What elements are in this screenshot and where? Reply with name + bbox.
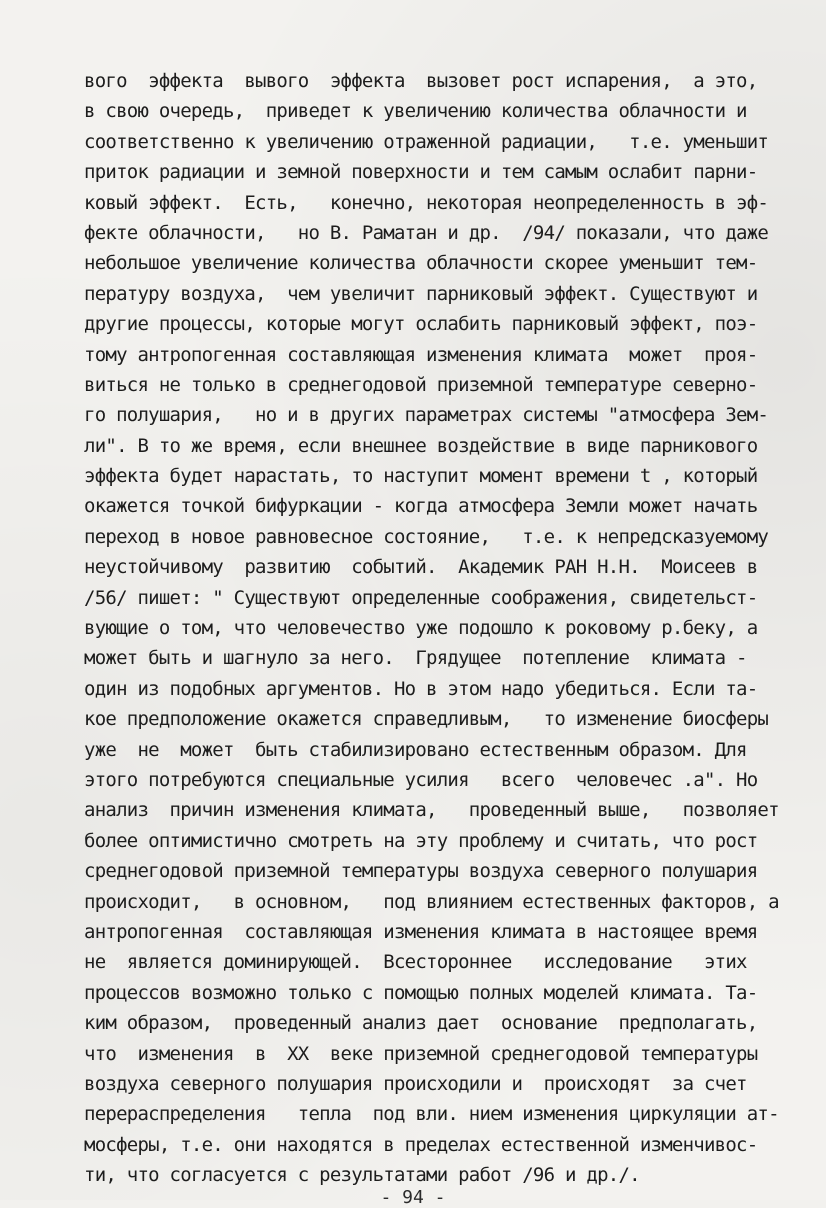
- text-line: переход в новое равновесное состояние, т.е. к непредсказуемому: [84, 525, 769, 548]
- text-line: один из подобных аргументов. Но в этом надо убедиться. Если та-: [84, 677, 758, 700]
- text-line: уже не может быть стабилизировано естественным образом. Для: [84, 738, 747, 761]
- text-line: не является доминирующей. Всестороннее исследование этих: [84, 951, 747, 974]
- text-line: тому антропогенная составляющая изменения климата может проя-: [84, 343, 758, 366]
- text-line: виться не только в среднегодовой приземной температуре северно-: [84, 373, 758, 396]
- text-line: что изменения в XX веке приземной среднегодовой температуры: [84, 1042, 758, 1065]
- text-line: перераспределения тепла под вли. нием изменения циркуляции ат-: [84, 1103, 779, 1126]
- text-line: ким образом, проведенный анализ дает основание предполагать,: [84, 1012, 758, 1035]
- text-line: ковый эффект. Есть, конечно, некоторая неопределенность в эф-: [84, 191, 769, 214]
- text-line: ли". В то же время, если внешнее воздействие в виде парникового: [84, 434, 758, 457]
- text-line: вующие о том, что человечество уже подошло к роковому р.беку, а: [84, 617, 758, 640]
- text-line: неустойчивому развитию событий. Академик РАН Н.Н. Моисеев в: [84, 556, 758, 579]
- page-number: - 94 -: [380, 1187, 446, 1208]
- text-line: этого потребуются специальные усилия всего человечес .а". Но: [84, 768, 758, 791]
- text-line: может быть и шагнуло за него. Грядущее потепление климата -: [84, 647, 747, 670]
- text-line: пературу воздуха, чем увеличит парниковый эффект. Существуют и: [84, 282, 758, 305]
- text-line: воздуха северного полушария происходили и происходят за счет: [84, 1072, 747, 1095]
- text-line: соответственно к увеличению отраженной радиации, т.е. уменьшит: [84, 130, 769, 153]
- text-line: происходит, в основном, под влиянием естественных факторов, а: [84, 890, 779, 913]
- text-line: более оптимистично смотреть на эту проблему и считать, что рост: [84, 829, 758, 852]
- text-line: другие процессы, которые могут ослабить парниковый эффект, поэ-: [84, 313, 758, 336]
- text-line: эффекта будет нарастать, то наступит момент времени t , который: [84, 465, 758, 488]
- text-line: в свою очередь, приведет к увеличению количества облачности и: [84, 100, 747, 123]
- text-line: анализ причин изменения климата, проведенный выше, позволяет: [84, 799, 779, 822]
- text-line: среднегодовой приземной температуры воздуха северного полушария: [84, 860, 758, 883]
- text-line: приток радиации и земной поверхности и тем самым ослабит парни-: [84, 161, 758, 184]
- text-line: процессов возможно только с помощью полных моделей климата. Та-: [84, 981, 758, 1004]
- text-line: антропогенная составляющая изменения климата в настоящее время: [84, 920, 758, 943]
- text-line: ти, что согласуется с результатами работ /96 и др./.: [84, 1164, 640, 1187]
- text-line: окажется точкой бифуркации - когда атмосфера Земли может начать: [84, 495, 758, 518]
- body-text: [84, 66, 826, 1190]
- text-line: вого эффекта вывого эффекта вызовет рост испарения, а это,: [84, 70, 758, 92]
- text-line: /56/ пишет: " Существуют определенные соображения, свидетельст-: [84, 586, 758, 609]
- text-line: небольшое увеличение количества облачности скорее уменьшит тем-: [84, 252, 758, 275]
- text-line: фекте облачности, но В. Раматан и др. /94/ показали, что даже: [84, 221, 769, 244]
- text-line: мосферы, т.е. они находятся в пределах естественной изменчивос-: [84, 1133, 758, 1156]
- text-line: го полушария, но и в других параметрах системы "атмосфера Зем-: [84, 404, 769, 427]
- text-line: кое предположение окажется справедливым, то изменение биосферы: [84, 708, 769, 731]
